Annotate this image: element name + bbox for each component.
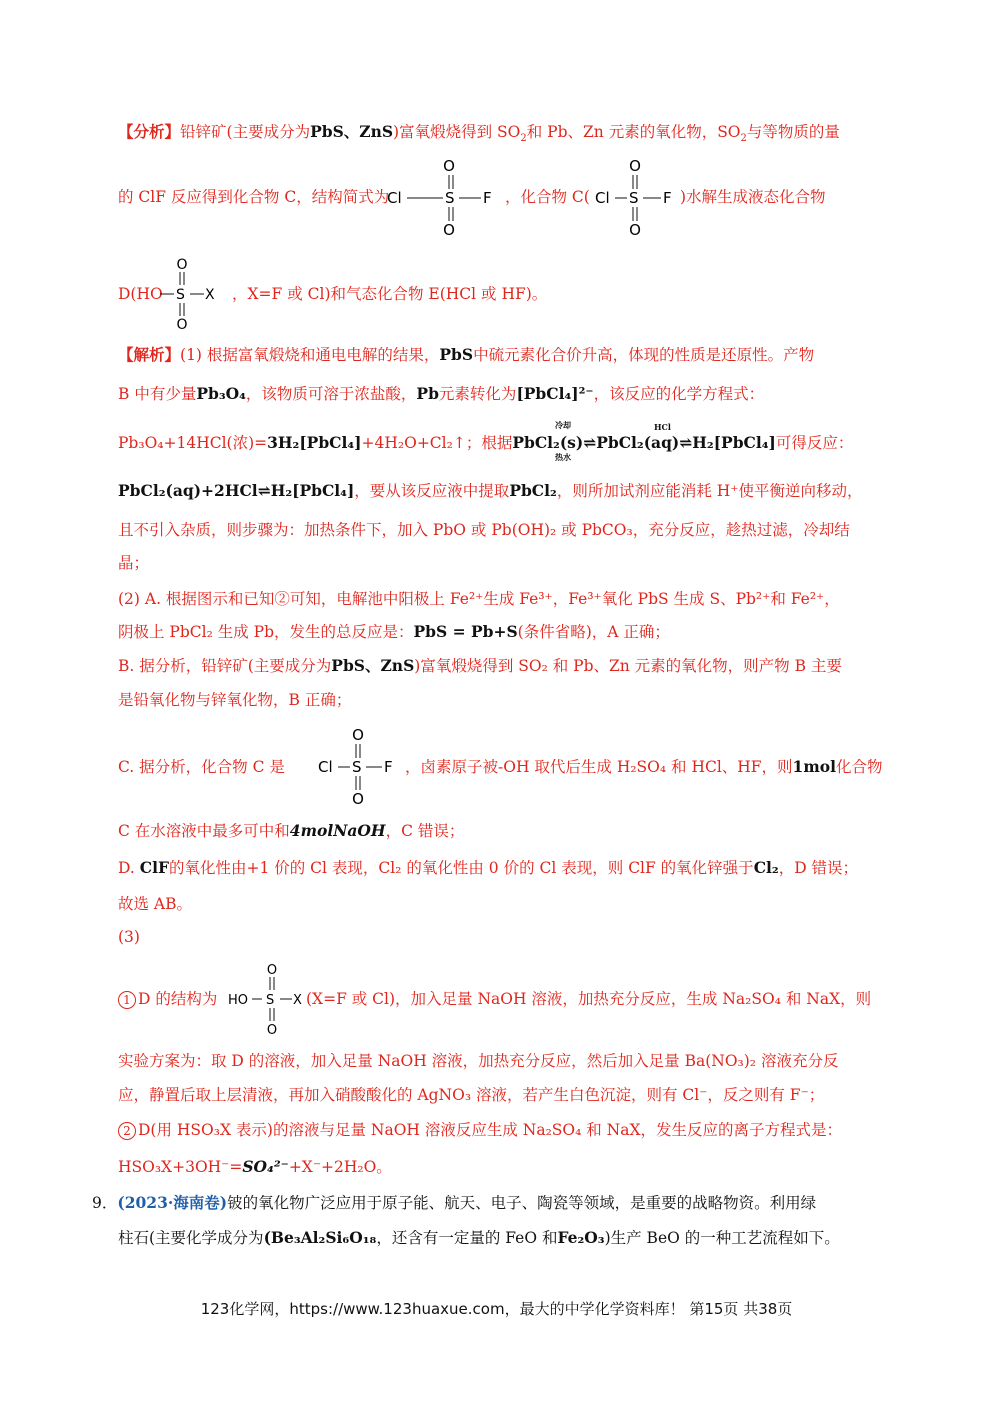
svg-text:O: O — [266, 963, 278, 978]
solution-line-14: 故选 AB。 — [118, 895, 193, 913]
solution-line-9: B. 据分析，铅锌矿(主要成分为PbS、ZnS)富氧煅烧得到 SO₂ 和 Pb、Zn 元素的氧化物，则产物 B 主要 — [118, 656, 842, 675]
svg-text:S: S — [629, 189, 639, 207]
question-9-line-2: 柱石(主要化学成分为(Be₃Al₂Si₆O₁₈，还含有一定量的 FeO 和Fe₂O₃)生产 BeO 的一种工艺流程如下。 — [118, 1228, 840, 1247]
svg-text:O: O — [176, 257, 188, 273]
cond-hcl: HCl — [654, 422, 671, 432]
solution-line-15: (3) — [118, 928, 140, 946]
solution-line-11b: ，卤素原子被-OH 取代后生成 H₂SO₄ 和 HCl、HF，则1mol化合物 — [405, 757, 883, 776]
page-footer: 123化学网，https://www.123huaxue.com，最大的中学化学资料库！ 第15页 共38页 — [200, 1300, 793, 1318]
svg-text:O: O — [176, 317, 188, 331]
solution-line-2: B 中有少量Pb₃O₄，该物质可溶于浓盐酸，Pb元素转化为[PbCl₄]²⁻，该反应的化学方程式： — [118, 384, 765, 403]
analysis-line-3b: ，X=F 或 Cl)和气态化合物 E(HCl 或 HF)。 — [232, 285, 548, 303]
svg-text:O: O — [352, 790, 364, 808]
svg-text:O: O — [443, 221, 455, 239]
svg-text:S: S — [445, 189, 455, 207]
solution-line-16: 1 D 的结构为 — [118, 988, 217, 1010]
solution-line-8: 阴极上 PbCl₂ 生成 Pb，发生的总反应是：PbS = Pb+S(条件省略)，A 正确； — [118, 622, 670, 641]
solution-line-13: D. ClF的氧化性由+1 价的 Cl 表现，Cl₂ 的氧化性由 0 价的 Cl 表现，则 ClF 的氧化锌强于Cl₂，D 错误； — [118, 858, 859, 877]
svg-text:Cl: Cl — [595, 189, 610, 207]
solution-line-16b: (X=F 或 Cl)，加入足量 NaOH 溶液，加热充分反应，生成 Na₂SO₄ 和 NaX，则 — [306, 990, 872, 1008]
cond-cold: 冷却 — [555, 420, 571, 430]
solution-line-10: 是铅氧化物与锌氧化物，B 正确； — [118, 691, 352, 709]
analysis-line-3: D(HO — [118, 285, 163, 303]
solution-line-19: 2 D(用 HSO₃X 表示)的溶液与足量 NaOH 溶液反应生成 Na₂SO₄ 和 NaX，发生反应的离子方程式是： — [118, 1119, 842, 1141]
svg-text:O: O — [629, 221, 641, 239]
solution-line-12: C 在水溶液中最多可中和4molNaOH，C 错误； — [118, 821, 465, 840]
svg-text:S: S — [266, 993, 275, 1008]
solution-line-5: 且不引入杂质，则步骤为：加热条件下，加入 PbO 或 Pb(OH)₂ 或 PbCO₃，充分反应，趁热过滤，冷却结 — [118, 521, 850, 539]
solution-line-20: HSO₃X+3OH⁻=SO₄²⁻+X⁻+2H₂O。 — [118, 1157, 392, 1176]
solution-line-7: (2) A. 根据图示和已知②可知，电解池中阳极上 Fe²⁺生成 Fe³⁺，Fe³⁺氧化 PbS 生成 S、Pb²⁺和 Fe²⁺， — [118, 590, 840, 608]
svg-text:F: F — [663, 189, 672, 207]
solution-line-4: PbCl₂(aq)+2HCl⇌H₂[PbCl₄]，要从该反应液中提取PbCl₂，则所加试剂应能消耗 H⁺使平衡逆向移动， — [118, 481, 863, 500]
svg-text:O: O — [629, 157, 641, 175]
cond-hot: 热水 — [555, 452, 571, 462]
svg-text:O: O — [352, 726, 364, 744]
svg-text:F: F — [483, 189, 492, 207]
solution-line-18: 应，静置后取上层清液，再加入硝酸酸化的 AgNO₃ 溶液，若产生白色沉淀，则有 Cl⁻，反之则有 F⁻； — [118, 1086, 825, 1104]
question-9-line-1: 9．(2023·海南卷)铍的氧化物广泛应用于原子能、航天、电子、陶瓷等领域，是重要的战略物资。利用绿 — [92, 1193, 817, 1212]
compound-c-structure-1 — [385, 155, 505, 239]
svg-text:X: X — [293, 993, 302, 1008]
compound-d-structure-2 — [226, 960, 316, 1036]
solution-line-11: C. 据分析，化合物 C 是 — [118, 758, 285, 776]
analysis-line-1: 【分析】铅锌矿(主要成分为PbS、ZnS)富氧煅烧得到 $SO_2$和 Pb、Zn 元素的氧化物，$SO_2$与等物质的量 — [118, 122, 840, 145]
svg-text:F: F — [384, 758, 393, 776]
svg-text:S: S — [352, 758, 362, 776]
svg-text:X: X — [205, 287, 215, 303]
svg-text:O: O — [443, 157, 455, 175]
analysis-line-2: 的 ClF 反应得到化合物 C，结构简式为 — [118, 188, 390, 206]
analysis-line-2b: ，化合物 C( — [505, 188, 590, 206]
svg-text:HO: HO — [228, 993, 249, 1008]
svg-text:S: S — [176, 287, 185, 303]
solution-line-1: 【解析】(1) 根据富氧煅烧和通电电解的结果，PbS中硫元素化合价升高，体现的性质是还原性。产物 — [118, 345, 815, 364]
svg-text:Cl: Cl — [318, 758, 333, 776]
svg-text:O: O — [266, 1023, 278, 1036]
compound-c-structure-3 — [316, 724, 416, 808]
solution-line-3: Pb₃O₄+14HCl(浓)=3H₂[PbCl₄]+4H₂O+Cl₂↑；根据PbCl₂(s)⇌PbCl₂(aq)⇌H₂[PbCl₄]可得反应： — [118, 433, 854, 452]
analysis-line-2c: )水解生成液态化合物 — [680, 188, 826, 206]
svg-text:Cl: Cl — [387, 189, 402, 207]
compound-d-structure-1 — [158, 255, 238, 331]
solution-line-6: 晶； — [118, 554, 150, 572]
solution-line-17: 实验方案为：取 D 的溶液，加入足量 NaOH 溶液，加热充分反应，然后加入足量 Ba(NO₃)₂ 溶液充分反 — [118, 1052, 839, 1070]
